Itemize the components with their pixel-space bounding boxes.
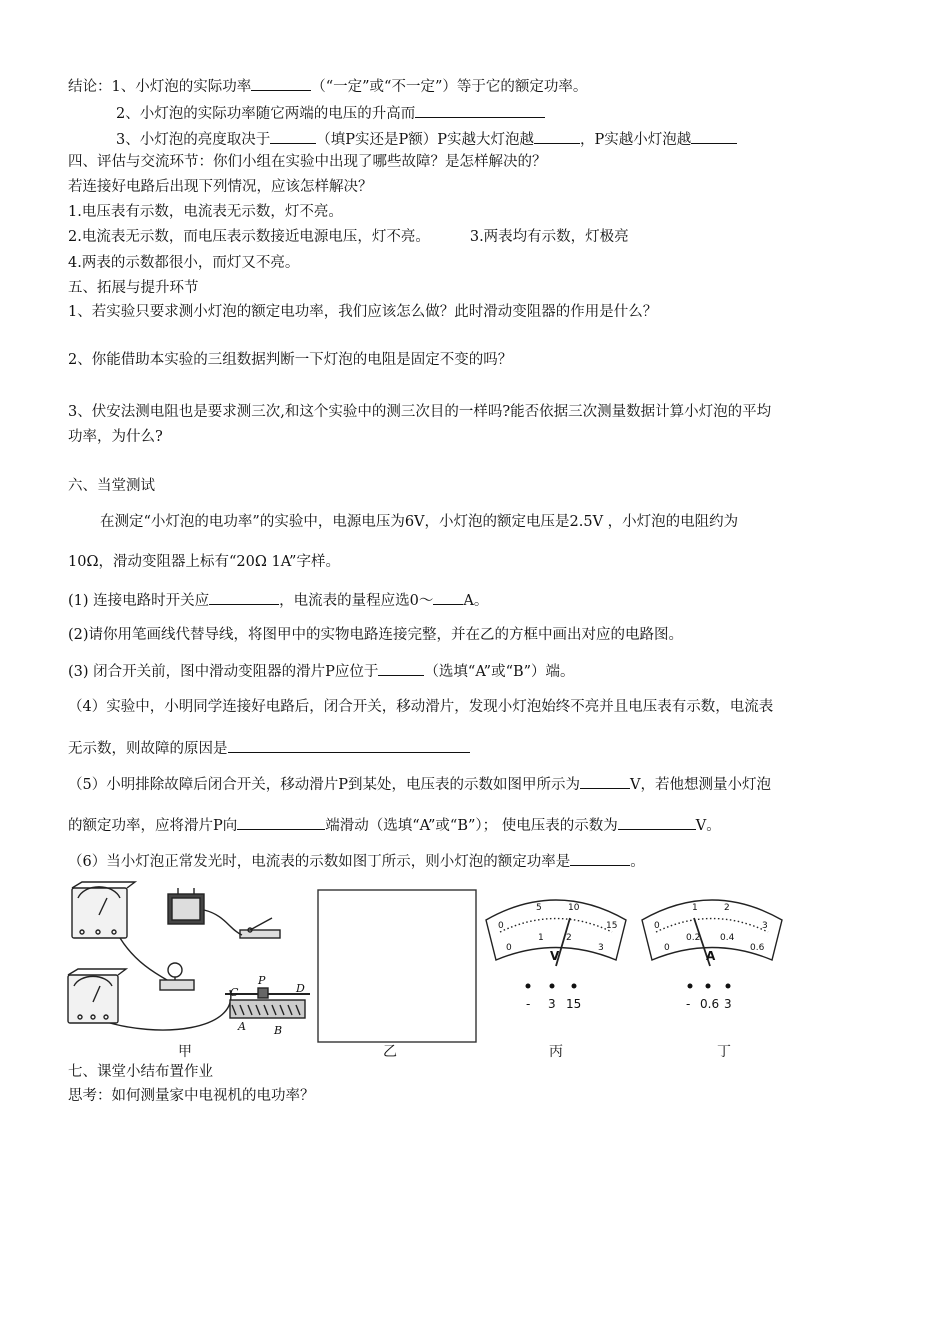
a-terminal-minus: -: [686, 997, 691, 1011]
a-terminal-dot: [726, 984, 731, 989]
a-bottom-tick-04: 0.4: [720, 933, 735, 943]
blank-range[interactable]: [433, 590, 463, 605]
extend-3b: 功率，为什么?: [68, 429, 163, 445]
blank-1[interactable]: [251, 76, 311, 91]
v-bottom-tick-2: 2: [566, 933, 572, 943]
circuit-diagram-box[interactable]: [318, 890, 476, 1042]
question-1: (1) 连接电路时开关应 ，电流表的量程应选0～ A。: [68, 590, 488, 611]
blank-2[interactable]: [415, 103, 545, 118]
question-6: （6）当小灯泡正常发光时，电流表的示数如图丁所示，则小灯泡的额定功率是 。: [68, 851, 645, 872]
v-bottom-tick-0: 0: [506, 943, 512, 953]
v-terminal-dot: [526, 984, 531, 989]
question-3: (3) 闭合开关前，图中滑动变阻器的滑片P应位于 （选填“A”或“B”）端。: [68, 661, 575, 682]
extend-1: 1、若实验只要求测小灯泡的额定电功率，我们应该怎么做？此时滑动变阻器的作用是什么？: [68, 304, 658, 320]
blank-voltage[interactable]: [580, 774, 630, 789]
blank-4[interactable]: [534, 129, 580, 144]
blank-direction[interactable]: [237, 815, 325, 830]
caption-yi: 乙: [383, 1044, 397, 1060]
v-terminal-15: 15: [566, 997, 582, 1011]
fault-2-3: 2.电流表无示数，而电压表示数接近电源电压，灯不亮。 3.两表均有示数，灯极亮: [68, 229, 629, 245]
blank-power[interactable]: [570, 851, 630, 866]
a-bottom-tick-06: 0.6: [750, 943, 765, 953]
a-terminal-dot: [688, 984, 693, 989]
section-4-question: 若连接好电路后出现下列情况，应该怎样解决？: [68, 179, 373, 195]
blank-target-voltage[interactable]: [618, 815, 696, 830]
conclusion-2: 2、小灯泡的实际功率随它两端的电压的升高而: [116, 103, 545, 124]
a-top-tick-2: 2: [724, 903, 730, 913]
section-7-title: 七、课堂小结布置作业: [68, 1064, 213, 1080]
extend-2: 2、你能借助本实验的三组数据判断一下灯泡的电阻是固定不变的吗？: [68, 352, 513, 368]
conclusion-3: 3、小灯泡的亮度取决于 （填P实还是P额）P实越大灯泡越 ，P实越小灯泡越: [116, 129, 737, 150]
lamp-icon: [160, 963, 194, 990]
conclusion-1: 结论：1、小灯泡的实际功率 （“一定”或“不一定”）等于它的额定功率。: [68, 76, 587, 97]
section-5-title: 五、拓展与提升环节: [68, 280, 199, 296]
v-top-tick-5: 5: [536, 903, 542, 913]
caption-bing: 丙: [549, 1044, 563, 1060]
a-terminal-06: 0.6: [700, 997, 720, 1011]
caption-ding: 丁: [717, 1044, 731, 1060]
meter-device-bottom: [68, 969, 126, 1023]
question-2: (2)请你用笔画线代替导线，将图甲中的实物电路连接完整，并在乙的方框中画出对应的电路图。: [68, 627, 684, 643]
fault-1: 1.电压表有示数，电流表无示数，灯不亮。: [68, 204, 343, 220]
rheostat-label-d: D: [296, 982, 305, 995]
test-intro-a: 在测定“小灯泡的电功率”的实验中，电源电压为6V，小灯泡的额定电压是2.5V ，小灯泡的电阻约为: [100, 514, 739, 530]
v-terminal-3: 3: [548, 997, 556, 1011]
v-top-tick-10: 10: [568, 903, 580, 913]
battery-icon: [168, 888, 204, 924]
a-bottom-tick-02: 0.2: [686, 933, 701, 943]
a-unit: A: [706, 949, 716, 963]
blank-5[interactable]: [691, 129, 737, 144]
blank-3[interactable]: [270, 129, 316, 144]
a-top-tick-1: 1: [692, 903, 698, 913]
v-top-tick-0: 0: [498, 921, 504, 931]
meter-device-top: [72, 882, 135, 938]
question-4a: （4）实验中，小明同学连接好电路后，闭合开关，移动滑片，发现小灯泡始终不亮并且电压表有示数，电流表: [68, 699, 774, 715]
extend-3a: 3、伏安法测电阻也是要求测三次,和这个实验中的测三次目的一样吗?能否依据三次测量数据计算小灯泡的平均: [68, 404, 772, 420]
section-6-title: 六、当堂测试: [68, 478, 155, 494]
a-bottom-tick-0: 0: [664, 943, 670, 953]
section-4-title: 四、评估与交流环节：你们小组在实验中出现了哪些故障？是怎样解决的？: [68, 154, 547, 170]
v-terminal-minus: -: [526, 997, 531, 1011]
v-bottom-tick-1: 1: [538, 933, 544, 943]
blank-switch[interactable]: [209, 590, 279, 605]
v-top-tick-15: 15: [606, 921, 618, 931]
v-unit: V: [550, 949, 560, 963]
experiment-figure: [60, 880, 860, 1060]
a-top-tick-3: 3: [762, 921, 768, 931]
a-terminal-3: 3: [724, 997, 732, 1011]
v-terminal-dot: [572, 984, 577, 989]
rheostat-label-b: B: [274, 1024, 283, 1037]
v-terminal-dot: [550, 984, 555, 989]
caption-jia: 甲: [178, 1044, 192, 1060]
fault-4: 4.两表的示数都很小，而灯又不亮。: [68, 255, 300, 271]
rheostat-label-p: P: [258, 974, 266, 987]
homework-think: 思考：如何测量家中电视机的电功率？: [68, 1088, 315, 1104]
switch-icon: [240, 918, 280, 938]
v-bottom-tick-3: 3: [598, 943, 604, 953]
question-5a: （5）小明排除故障后闭合开关，移动滑片P到某处，电压表的示数如图甲所示为 V，若他想测量小灯泡: [68, 774, 771, 795]
blank-fault[interactable]: [228, 738, 470, 753]
question-5b: 的额定功率，应将滑片P向 端滑动（选填“A”或“B”）； 使电压表的示数为 V。: [68, 815, 721, 836]
rheostat-label-a: A: [238, 1020, 246, 1033]
test-intro-b: 10Ω，滑动变阻器上标有“20Ω 1A”字样。: [68, 554, 340, 570]
question-4b: 无示数，则故障的原因是: [68, 738, 470, 759]
a-terminal-dot: [706, 984, 711, 989]
blank-slider[interactable]: [378, 661, 424, 676]
a-top-tick-0: 0: [654, 921, 660, 931]
rheostat-label-c: C: [230, 986, 239, 999]
